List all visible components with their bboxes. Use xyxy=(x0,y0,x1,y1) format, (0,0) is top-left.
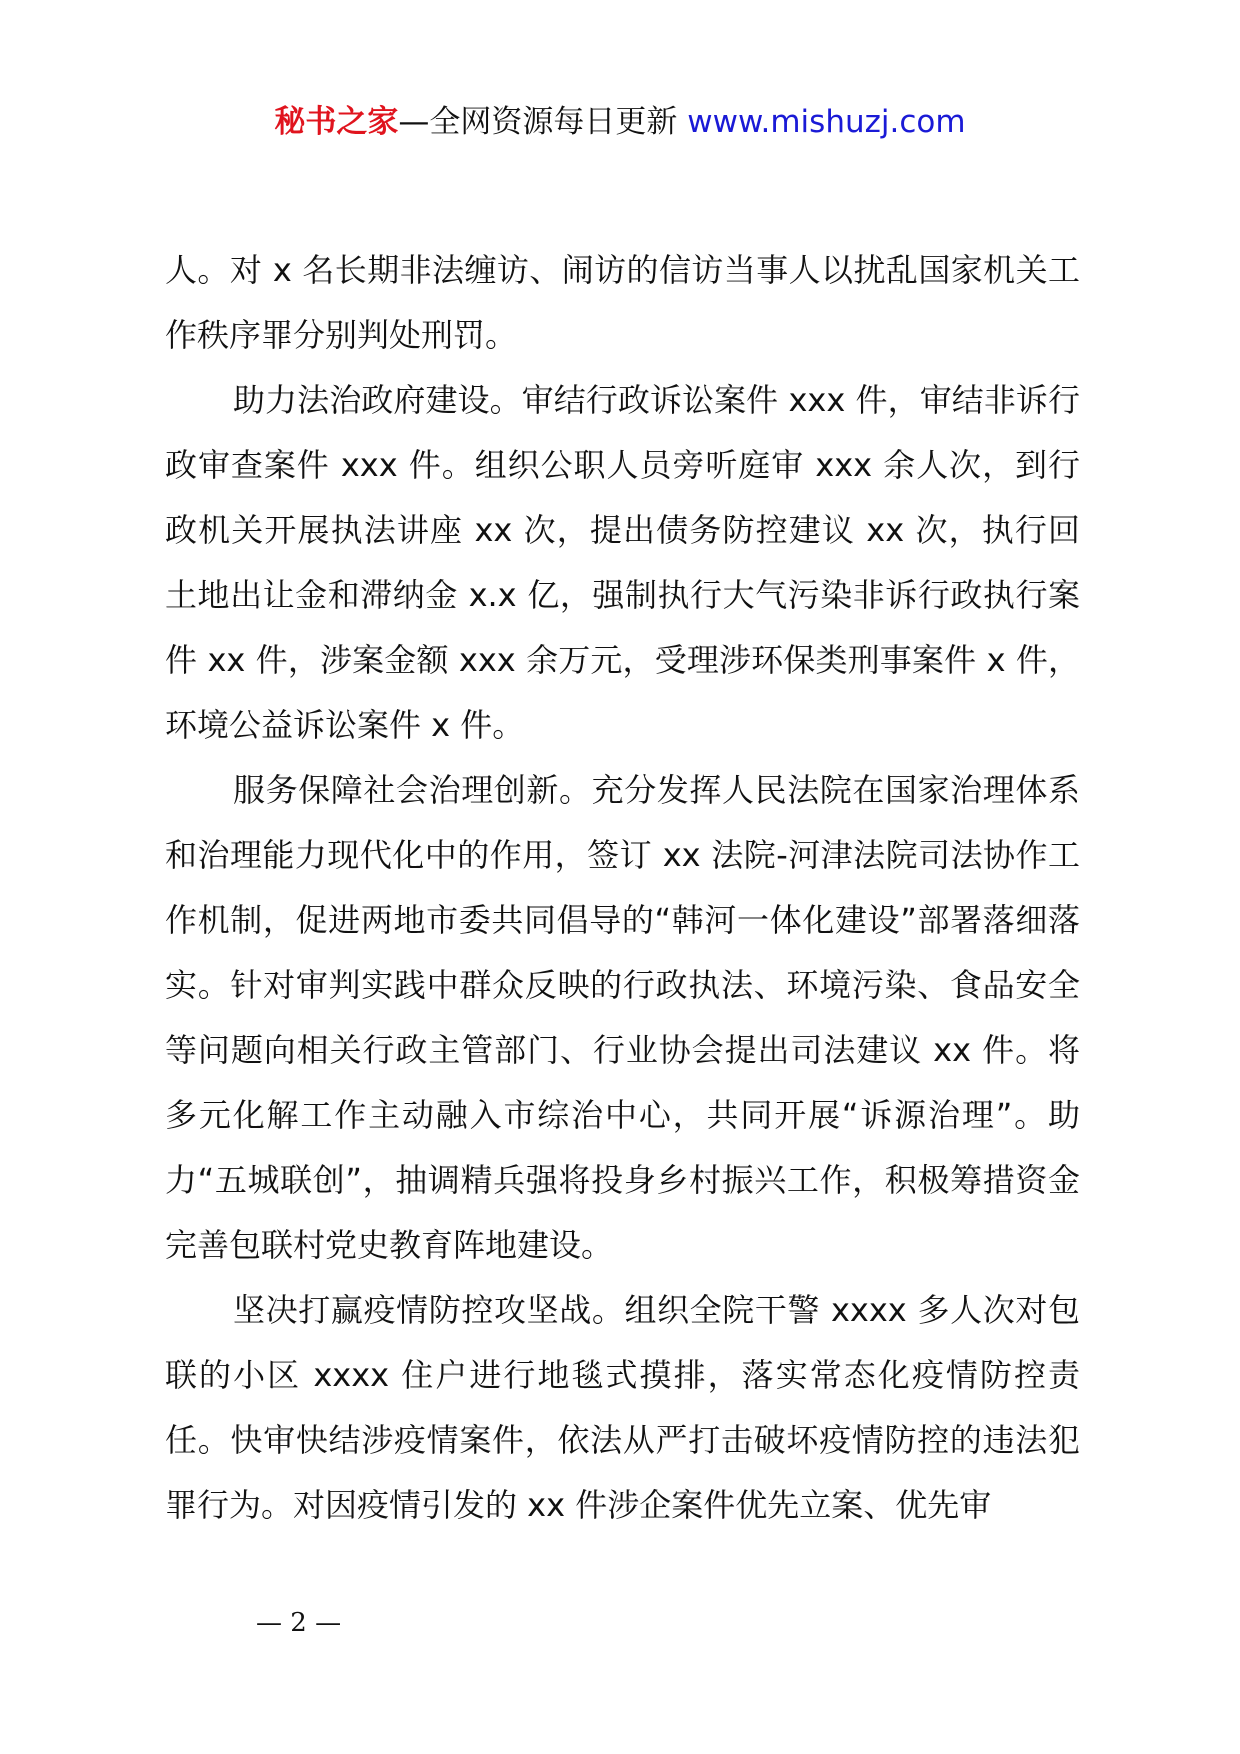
document-body xyxy=(165,238,1080,1538)
paragraph-rule-of-law-government: 助力法治政府建设。审结行政诉讼案件 xxx 件，审结非诉行政审查案件 xxx 件。组织公职人员旁听庭审 xxx 余人次，到行政机关开展执法讲座 xx 次，提出债务防控建议 xx 次，执行回土地出让金和滞纳金 x.x 亿，强制执行大气污染非诉行政执行案件 xx 件，涉案金额 xxx 余万元，受理涉环保类刑事案件 x 件，环境公益诉讼案件 x 件。 xyxy=(165,381,1080,744)
header-tagline: —全网资源每日更新 xyxy=(398,104,678,140)
paragraph-continuation: 人。对 x 名长期非法缠访、闹访的信访当事人以扰乱国家机关工作秩序罪分别判处刑罚。 xyxy=(165,251,1080,354)
site-url-link[interactable]: www.mishuzj.com xyxy=(687,104,966,140)
paragraph-social-governance: 服务保障社会治理创新。充分发挥人民法院在国家治理体系和治理能力现代化中的作用，签订 xx 法院-河津法院司法协作工作机制，促进两地市委共同倡导的“韩河一体化建设”部署落细落实。针对审判实践中群众反映的行政执法、环境污染、食品安全等问题向相关行政主管部门、行业协会提出司法建议 xx 件。将多元化解工作主动融入市综治中心，共同开展“诉源治理”。助力“五城联创”，抽调精兵强将投身乡村振兴工作，积极筹措资金完善包联村党史教育阵地建设。 xyxy=(165,771,1080,1264)
site-header xyxy=(0,100,1240,144)
page-number: — 2 — xyxy=(256,1608,342,1638)
brand-name: 秘书之家 xyxy=(274,104,399,140)
paragraph-epidemic-prevention: 坚决打赢疫情防控攻坚战。组织全院干警 xxxx 多人次对包联的小区 xxxx 住户进行地毯式摸排，落实常态化疫情防控责任。快审快结涉疫情案件，依法从严打击破坏疫情防控的违法犯罪行为。对因疫情引发的 xx 件涉企案件优先立案、优先审 xyxy=(165,1291,1080,1524)
